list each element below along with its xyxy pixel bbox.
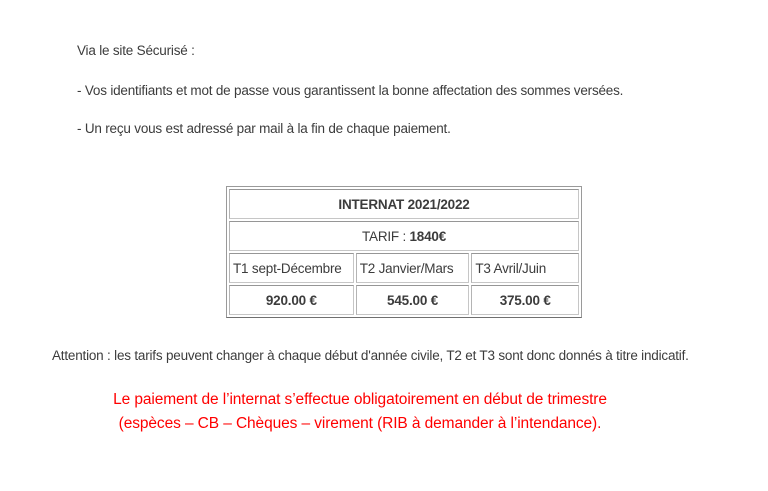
table-title-row xyxy=(229,189,579,219)
internat-pricing-table xyxy=(226,186,582,318)
period-header-cell-t2: T2 Janvier/Mars xyxy=(356,253,470,283)
tarif-value: 1840€ xyxy=(409,228,447,244)
table-amount-row xyxy=(229,285,579,315)
table-period-header-row xyxy=(229,253,579,283)
amount-cell-t2: 545.00 € xyxy=(356,285,470,315)
payment-notice-line-1: Le paiement de l’internat s’effectue obligatoirement en début de trimestre xyxy=(113,391,607,408)
period-header-cell-t3: T3 Avril/Juin xyxy=(471,253,579,283)
payment-notice xyxy=(0,388,720,436)
amount-cell-t1: 920.00 € xyxy=(229,285,354,315)
amount-cell-t3: 375.00 € xyxy=(471,285,579,315)
attention-note: Attention : les tarifs peuvent changer à chaque début d'année civile, T2 et T3 sont donc donnés à titre indicatif. xyxy=(52,347,689,363)
tarif-label: TARIF : xyxy=(361,228,407,244)
intro-line-identifiants: - Vos identifiants et mot de passe vous garantissent la bonne affectation des sommes versées. xyxy=(77,82,624,98)
table-title-cell: INTERNAT 2021/2022 xyxy=(229,189,579,219)
period-header-cell-t1: T1 sept-Décembre xyxy=(229,253,354,283)
intro-line-recu: - Un reçu vous est adressé par mail à la fin de chaque paiement. xyxy=(77,120,451,136)
payment-notice-line-2: (espèces – CB – Chèques – virement (RIB à demander à l’intendance). xyxy=(118,415,602,432)
tarif-cell xyxy=(229,221,579,251)
table-tarif-row xyxy=(229,221,579,251)
intro-line-site: Via le site Sécurisé : xyxy=(77,42,195,58)
